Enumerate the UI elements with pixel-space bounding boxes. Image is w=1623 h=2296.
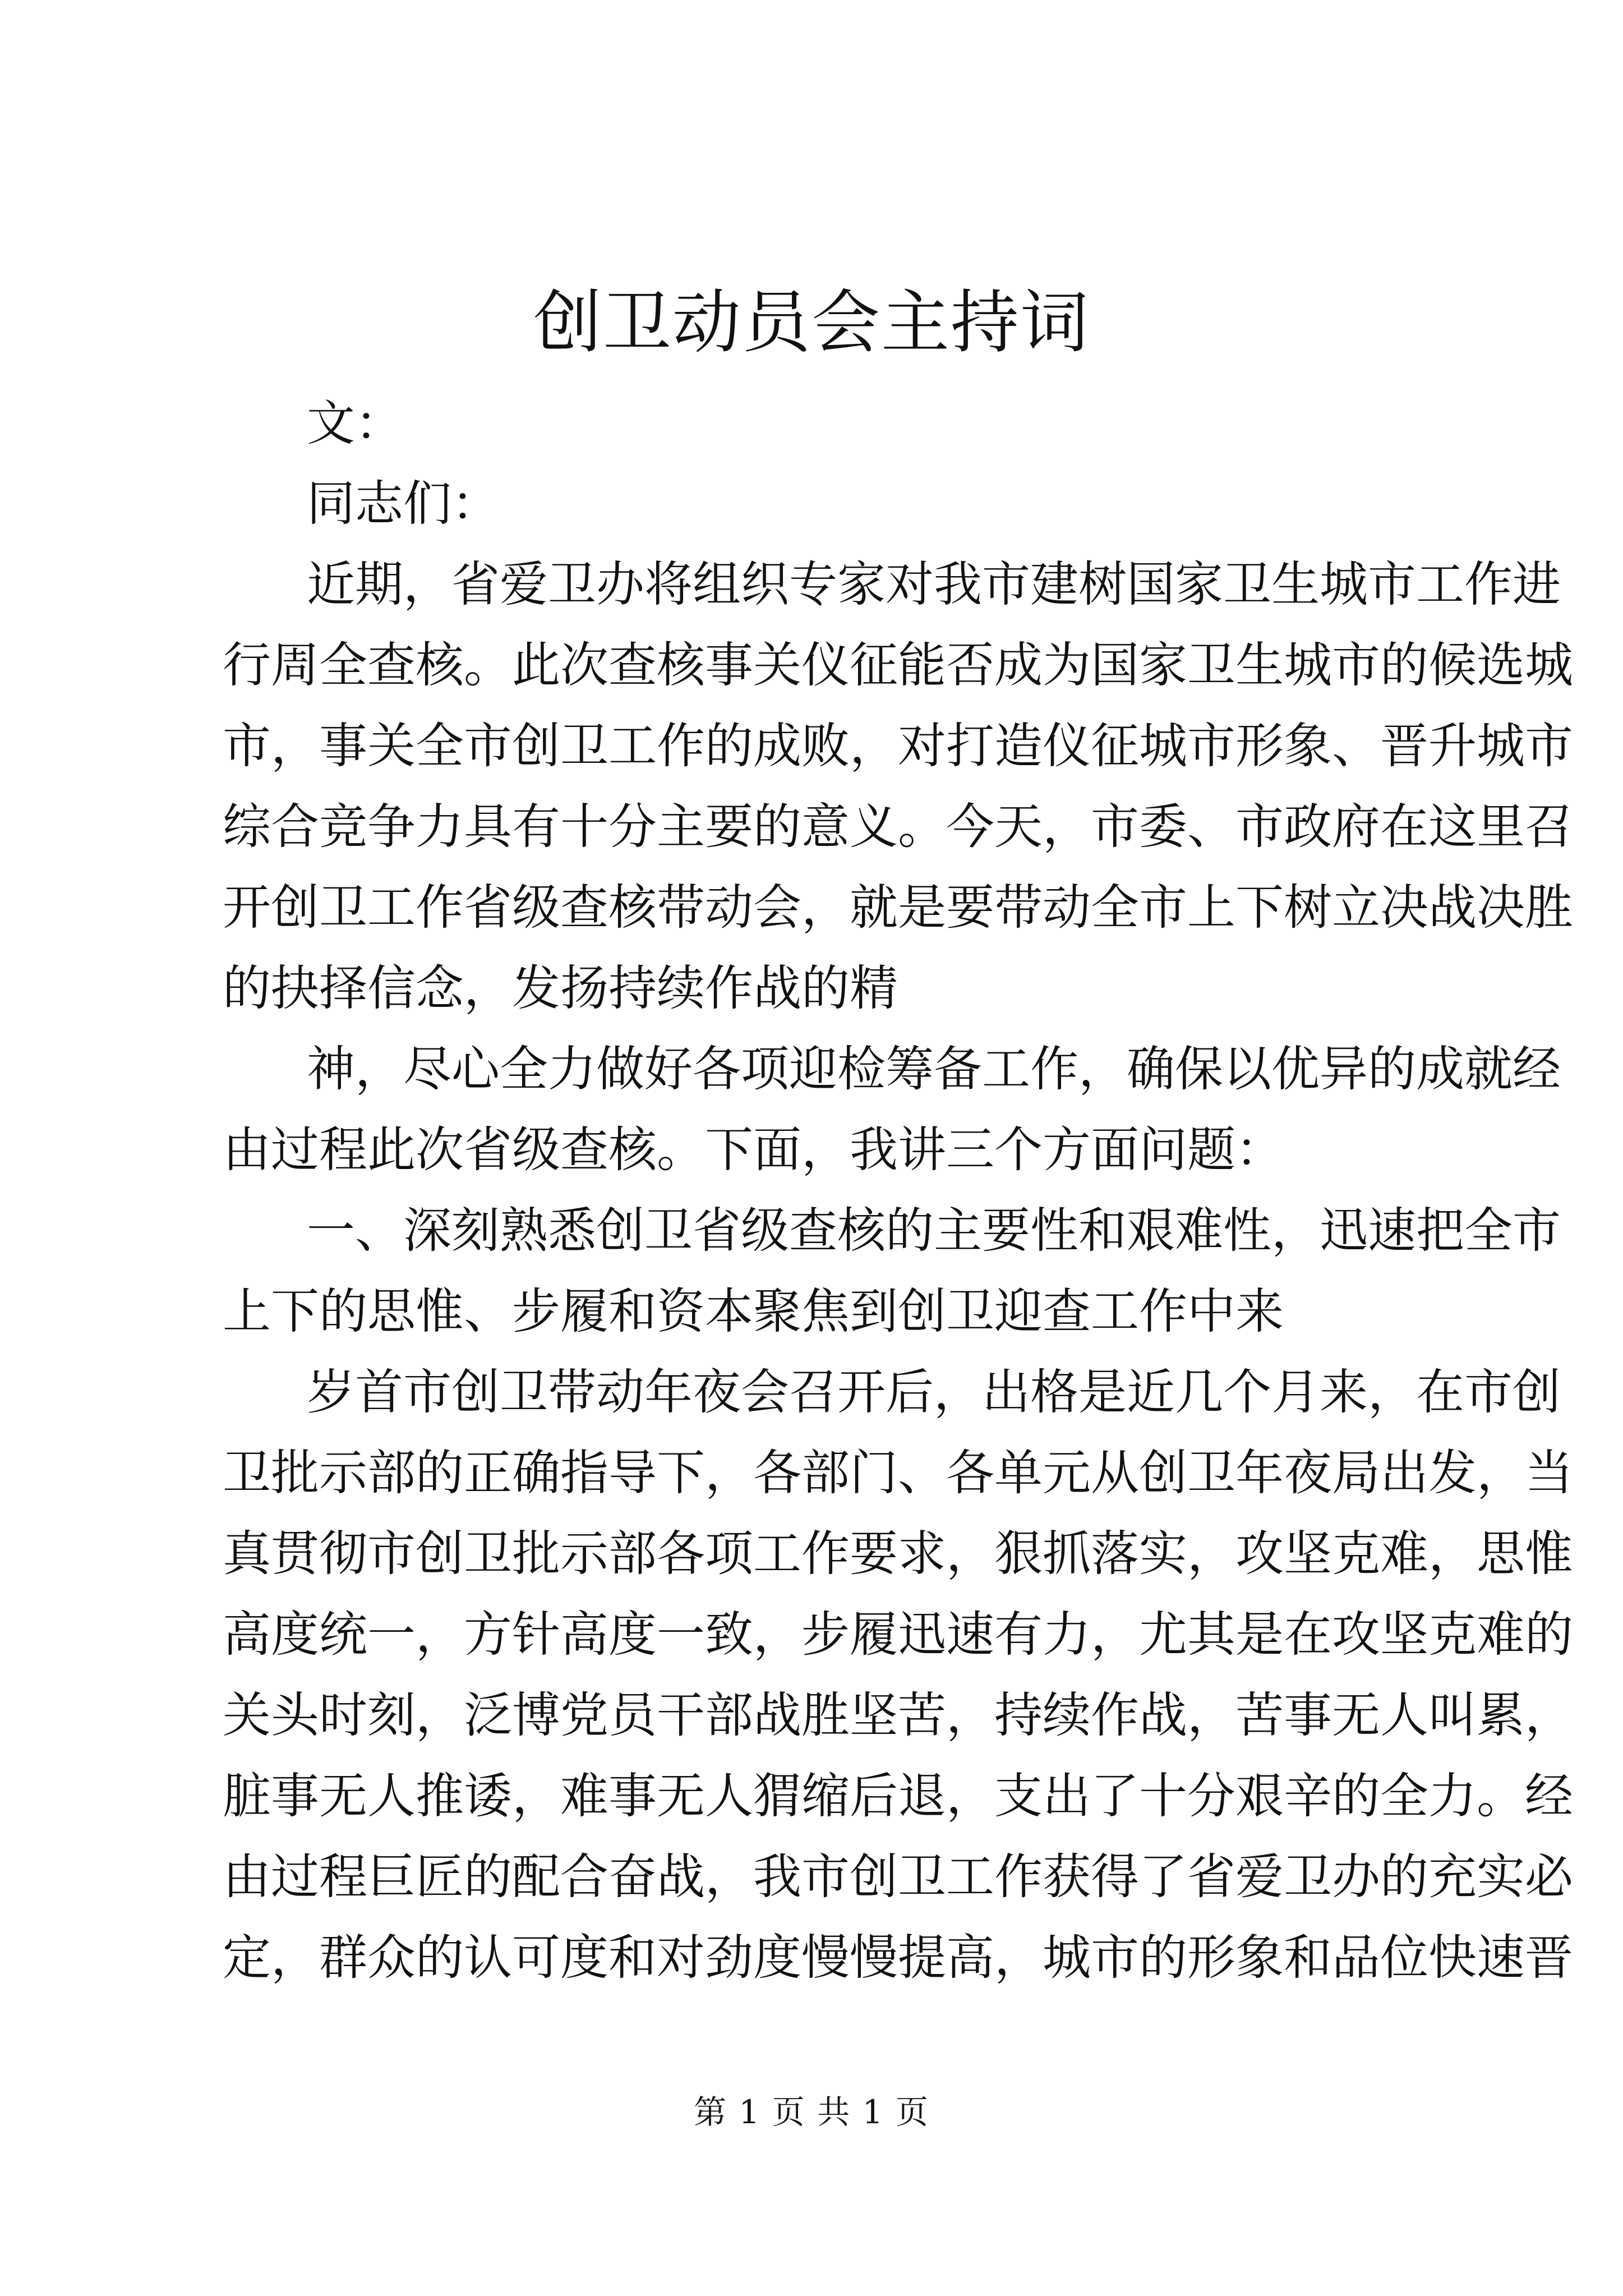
body-line-6: 的抉择信念，发扬持续作战的精 — [223, 960, 898, 1016]
body-line-8: 由过程此次省级查核。下面，我讲三个方面问题： — [223, 1122, 1284, 1178]
body-line-16: 定，群众的认可度和对劲度慢慢提高，城市的形象和品位快速晋 — [223, 1930, 1573, 1986]
body-line-12: 高度统一，方针高度一致，步履迅速有力，尤其是在攻坚克难的 — [223, 1607, 1573, 1663]
body-line-13: 关头时刻，泛博党员干部战胜坚苦，持续作战，苦事无人叫累， — [223, 1687, 1573, 1743]
page-footer: 第 1 页 共 1 页 — [694, 2093, 929, 2131]
document-title: 创卫动员会主持词 — [533, 283, 1090, 362]
body-line-15: 由过程巨匠的配合奋战，我市创卫工作获得了省爱卫办的充实必 — [223, 1849, 1573, 1905]
body-line-9: 岁首市创卫带动年夜会召开后，出格是近几个月来，在市创 — [307, 1364, 1561, 1420]
body-line-7: 神，尽心全力做好各项迎检筹备工作，确保以优异的成就经 — [307, 1041, 1561, 1097]
body-line-3: 市，事关全市创卫工作的成败，对打造仪征城市形象、晋升城市 — [223, 718, 1573, 774]
body-line-2: 行周全查核。此次查核事关仪征能否成为国家卫生城市的候选城 — [223, 637, 1573, 693]
body-line-11: 真贯彻市创卫批示部各项工作要求，狠抓落实，攻坚克难，思惟 — [223, 1526, 1573, 1582]
body-line-4: 综合竞争力具有十分主要的意义。今天，市委、市政府在这里召 — [223, 799, 1573, 855]
section-heading-line-2: 上下的思惟、步履和资本聚焦到创卫迎查工作中来 — [223, 1283, 1284, 1340]
salutation-prefix: 文： — [307, 395, 403, 452]
body-line-1: 近期，省爱卫办将组织专家对我市建树国家卫生城市工作进 — [307, 556, 1561, 613]
body-line-14: 脏事无人推诿，难事无人猬缩后退，支出了十分艰辛的全力。经 — [223, 1768, 1573, 1824]
salutation: 同志们： — [307, 476, 500, 532]
body-line-10: 卫批示部的正确指导下，各部门、各单元从创卫年夜局出发，当 — [223, 1445, 1573, 1501]
body-line-5: 开创卫工作省级查核带动会，就是要带动全市上下树立决战决胜 — [223, 880, 1573, 936]
section-heading-line-1: 一、深刻熟悉创卫省级查核的主要性和艰难性，迅速把全市 — [307, 1203, 1561, 1259]
